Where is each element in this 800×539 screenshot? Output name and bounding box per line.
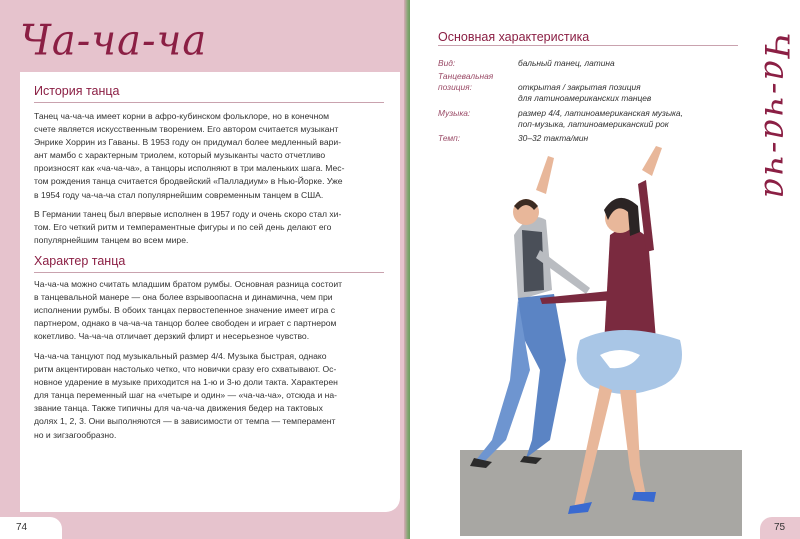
label-type: Вид: xyxy=(438,58,456,68)
value-music: размер 4/4, латиноамериканская музыка, поп-музыка, латиноамериканский рок xyxy=(518,108,683,129)
female-dancer-figure xyxy=(540,146,682,514)
divider xyxy=(34,272,384,273)
history-paragraph-2: В Германии танец был впервые исполнен в 1957 году и очень скоро стал хи- том. Его четкий ритм и темпераментные фигуры и по сей день делают его популярнейшим танцем во всем мире. xyxy=(34,209,342,246)
value-tempo: 30–32 такта/мин xyxy=(518,133,589,143)
characteristics-title: Основная характеристика xyxy=(438,30,590,44)
page-number-tab xyxy=(760,517,800,539)
page-title: Ча-ча-ча xyxy=(20,16,208,66)
page-number-tab xyxy=(0,517,62,539)
dancers-illustration xyxy=(470,140,710,535)
value-position: открытая / закрытая позиция для латиноамериканских танцев xyxy=(518,82,652,103)
right-page xyxy=(410,0,800,539)
text-panel xyxy=(20,72,400,512)
history-paragraph-1: Танец ча-ча-ча имеет корни в афро-кубинском фольклоре, но в конечном счете является искусственным творением. Его автором считается музыкант Энрике Хоррин из Гаваны. В 1953 году он придумал более медленный вари- ант мамбо с характерным триолем, который музыканты часто отчетливо произносят как «ча-ча-ча», а танцоры исполняют в три маленьких шага. Мес- том рождения танца считается бродвейский «Палладиум» в Нью-Йорке. Уже в 1954 году ча-ча-ча стал популярнейшим современным танцем в США. xyxy=(34,111,345,200)
male-dancer-figure xyxy=(470,156,590,468)
label-position: Танцевальная позиция: xyxy=(438,71,494,92)
divider xyxy=(438,45,738,46)
page-number-right: 75 xyxy=(774,522,786,533)
section-title-history: История танца xyxy=(34,84,120,98)
character-paragraph-1: Ча-ча-ча можно считать младшим братом румбы. Основная разница состоит в танцевальной манере — она более взрывоопасна и динамична, чем при исполнении румбы. В обоих танцах первостепенное значение имеет игра с партнером, однако в ча-ча-ча танцор более свободен и играет с партнером кокетливо. Ча-ча-ча отличает дерзкий флирт и несерьезное чувство. xyxy=(34,279,343,342)
value-type: бальный танец, латина xyxy=(518,58,615,68)
character-paragraph-2: Ча-ча-ча танцуют под музыкальный размер 4/4. Музыка быстрая, однако ритм акцентирован настолько четко, что новички сразу его схватывают. Ос- новное ударение в музыке приходится на 1-ю и 3-ю доли такта. Характерен для танца переменный шаг на «четыре и один» — «ча-ча-ча», отсюда и на- звание танца. Также типичны для ча-ча-ча движения бедер на тактовых долях 1, 2, 3. Они выполняются — в зависимости от темпа — темперамент но и зигзагообразно. xyxy=(34,351,338,440)
label-tempo: Темп: xyxy=(438,133,461,143)
vertical-title: Ча-ча-ча xyxy=(756,32,796,201)
section-title-character: Характер танца xyxy=(34,254,126,268)
divider xyxy=(34,102,384,103)
label-music: Музыка: xyxy=(438,108,471,118)
page-number-left: 74 xyxy=(16,522,28,533)
